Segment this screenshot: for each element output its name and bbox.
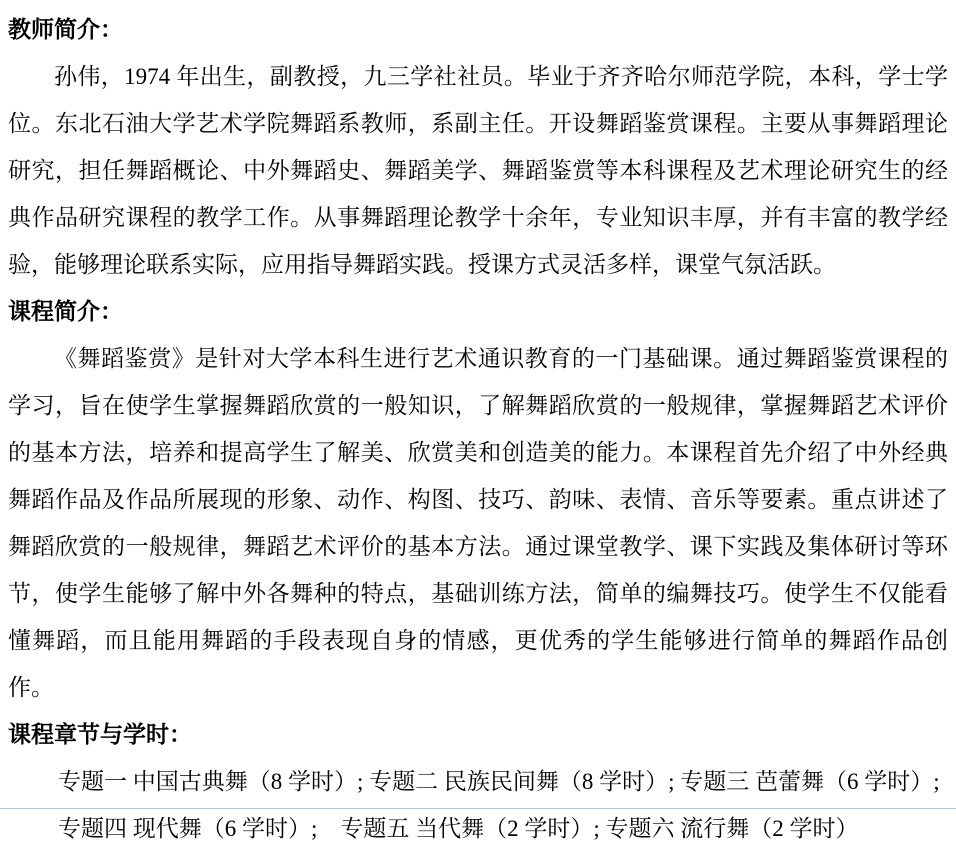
course-intro-paragraph: 《舞蹈鉴赏》是针对大学本科生进行艺术通识教育的一门基础课。通过舞蹈鉴赏课程的学习，旨在使学生掌握舞蹈欣赏的一般知识，了解舞蹈欣赏的一般规律，掌握舞蹈艺术评价的基本方法，培养和提高学生了解美、欣赏美和创造美的能力。本课程首先介绍了中外经典舞蹈作品及作品所展现的形象、动作、构图、技巧、韵味、表情、音乐等要素。重点讲述了舞蹈欣赏的一般规律，舞蹈艺术评价的基本方法。通过课堂教学、课下实践及集体研讨等环节，使学生能够了解中外各舞种的特点，基础训练方法，简单的编舞技巧。使学生不仅能看懂舞蹈，而且能用舞蹈的手段表现自身的情感，更优秀的学生能够进行简单的舞蹈作品创作。 bbox=[8, 346, 948, 700]
chapter-hours-line-2: 专题四 现代舞（6 学时）; 专题五 当代舞（2 学时）; 专题六 流行舞（2 学时） bbox=[58, 816, 859, 841]
teacher-intro-paragraph: 孙伟，1974 年出生，副教授，九三学社社员。毕业于齐齐哈尔师范学院，本科，学士学位。东北石油大学艺术学院舞蹈系教师，系副主任。开设舞蹈鉴赏课程。主要从事舞蹈理论研究，担任舞蹈概论、中外舞蹈史、舞蹈美学、舞蹈鉴赏等本科课程及艺术理论研究生的经典作品研究课程的教学工作。从事舞蹈理论教学十余年，专业知识丰厚，并有丰富的教学经验，能够理论联系实际，应用指导舞蹈实践。授课方式灵活多样，课堂气氛活跃。 bbox=[8, 64, 948, 277]
course-intro-heading: 课程简介： bbox=[8, 299, 123, 324]
course-chapters-heading: 课程章节与学时： bbox=[8, 722, 192, 747]
page-bottom-divider bbox=[0, 808, 956, 813]
chapter-hours-line-1: 专题一 中国古典舞（8 学时）; 专题二 民族民间舞（8 学时）; 专题三 芭蕾舞（6 学时）; bbox=[58, 769, 940, 794]
teacher-intro-heading: 教师简介： bbox=[8, 17, 123, 42]
